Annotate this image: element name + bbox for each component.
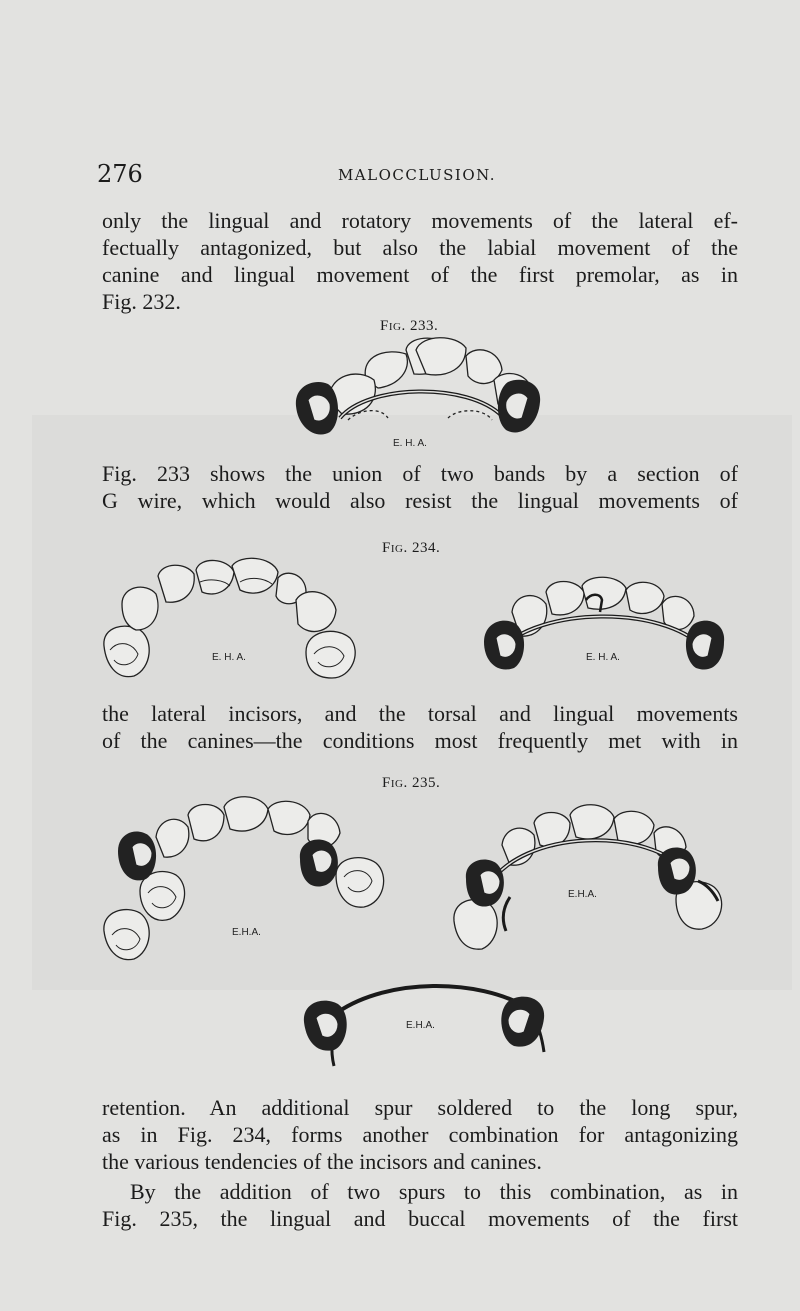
text-line: Fig. 235, the lingual and buccal movements of the first [102, 1206, 738, 1231]
figure-235-bottom-signature: E.H.A. [406, 1020, 435, 1031]
paragraph-5 [102, 1178, 738, 1232]
figure-235-right-illustration [450, 805, 730, 955]
paragraph-4 [102, 1094, 738, 1175]
figure-235-bottom-illustration [298, 982, 558, 1072]
text-line: the lateral incisors, and the torsal and lingual movements [102, 701, 738, 726]
paragraph-1 [102, 207, 738, 315]
page-number: 276 [97, 160, 143, 188]
text-line: as in Fig. 234, forms another combination for antagonizing [102, 1122, 738, 1147]
figure-234-left-signature: E. H. A. [212, 652, 246, 663]
page-header [97, 160, 737, 190]
paragraph-3 [102, 700, 738, 754]
figure-233-signature: E. H. A. [393, 438, 427, 449]
text-line: only the lingual and rotatory movements of the lateral ef- [102, 208, 738, 233]
text-line: Fig. 232. [102, 289, 181, 314]
text-line: the various tendencies of the incisors and canines. [102, 1149, 542, 1174]
text-line: retention. An additional spur soldered to the long spur, [102, 1095, 738, 1120]
text-line: Fig. 233 shows the union of two bands by a section of [102, 461, 738, 486]
figure-234-right-illustration [480, 578, 730, 678]
figure-233-illustration [288, 340, 548, 450]
text-line: canine and lingual movement of the first premolar, as in [102, 262, 738, 287]
text-line: fectually antagonized, but also the labial movement of the [102, 235, 738, 260]
running-head: MALOCCLUSION. [337, 166, 497, 184]
figure-233-label: Fig. 233. [380, 318, 439, 334]
figure-235-left-illustration [100, 795, 400, 965]
text-line: of the canines—the conditions most frequently met with in [102, 728, 738, 753]
text-line: G wire, which would also resist the lingual movements of [102, 488, 738, 513]
figure-234-label: Fig. 234. [382, 540, 441, 556]
text-line: By the addition of two spurs to this combination, as in [130, 1179, 738, 1204]
figure-235-label: Fig. 235. [382, 775, 441, 791]
figure-234-right-signature: E. H. A. [586, 652, 620, 663]
figure-235-right-signature: E.H.A. [568, 889, 597, 900]
figure-235-left-signature: E.H.A. [232, 927, 261, 938]
paragraph-2 [102, 460, 738, 514]
figure-234-left-illustration [100, 560, 370, 680]
